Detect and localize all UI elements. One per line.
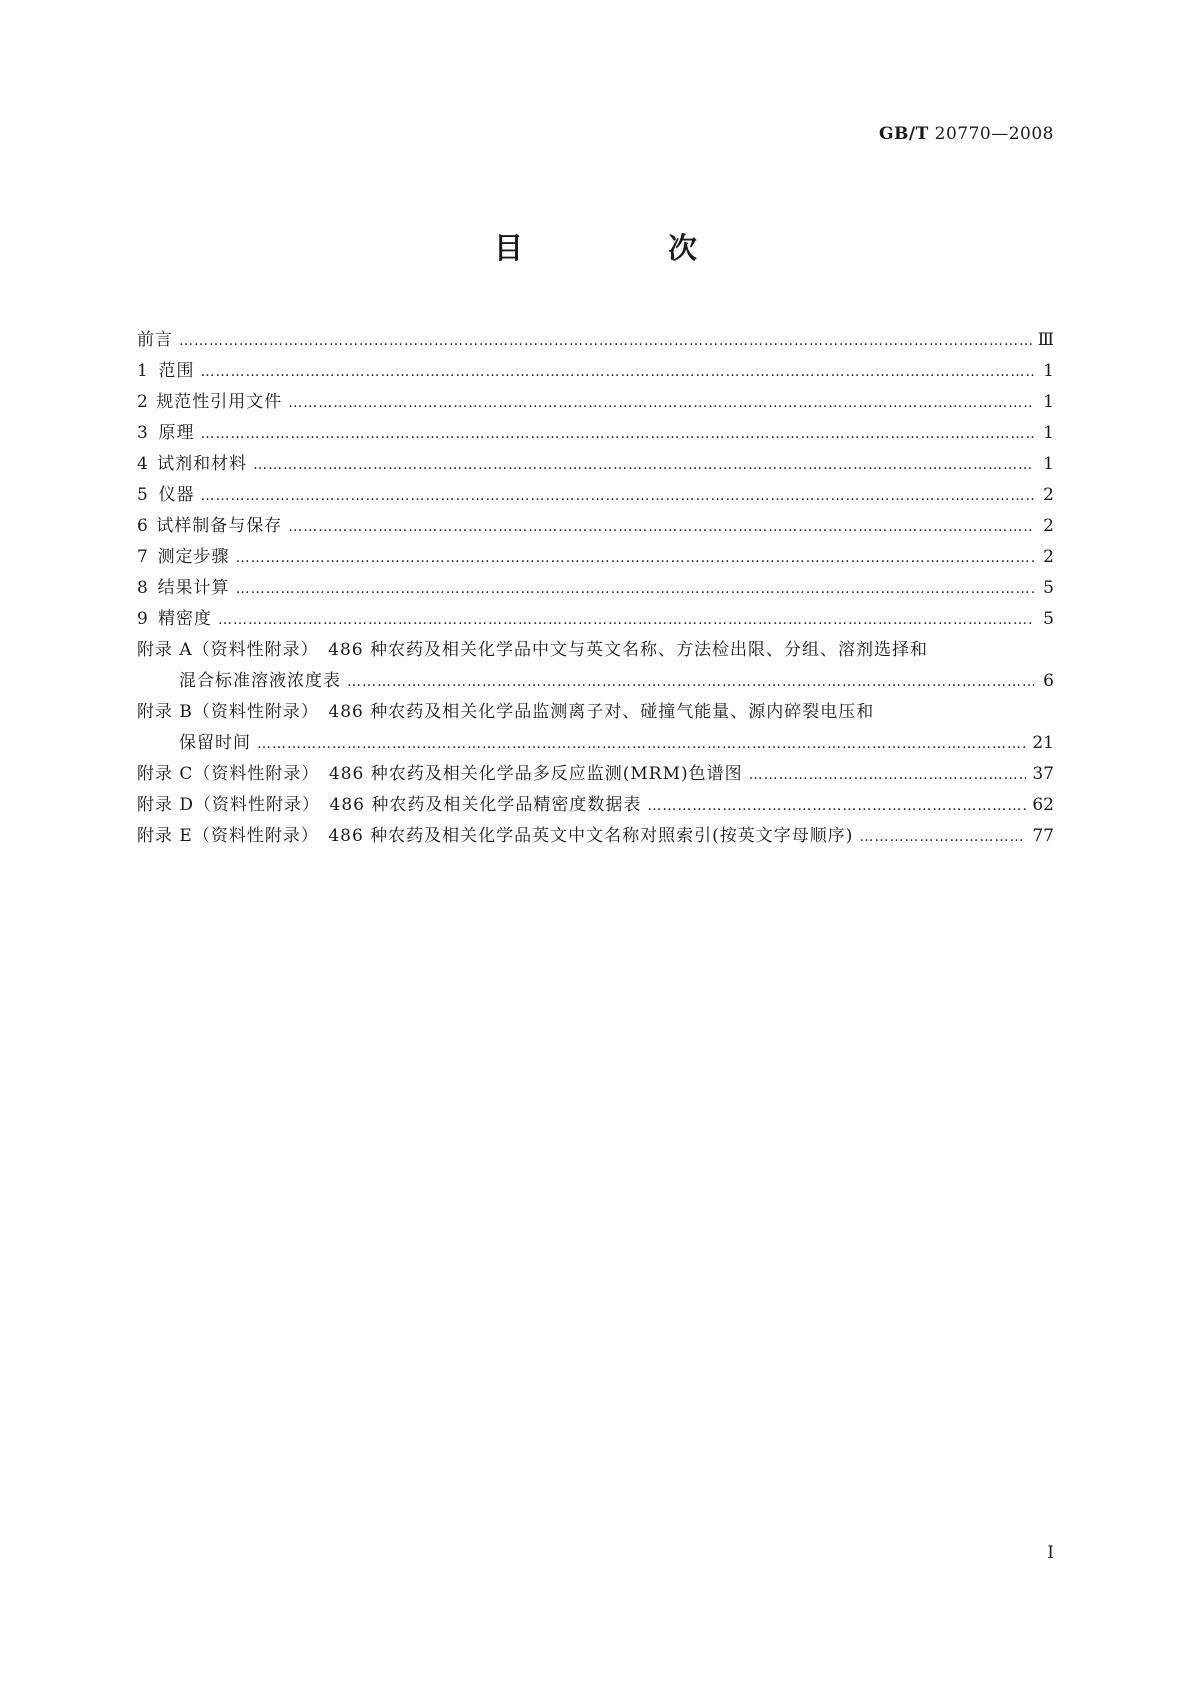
toc-entry-appendix-d[interactable] [137,790,1054,821]
leader-dots [347,674,1034,690]
toc-entry-appendix-b[interactable] [137,697,1054,759]
toc-page: 37 [1032,764,1054,784]
toc-page: 21 [1032,733,1054,753]
toc-entry-section[interactable] [137,387,1054,418]
leader-dots [200,364,1034,380]
toc-page: 2 [1043,516,1054,536]
toc-label: 前言 [137,330,173,350]
section-number: 1 [137,361,148,381]
toc-label: 范围 [158,361,195,381]
toc-label: 测定步骤 [157,547,230,567]
toc-label-line1: 附录 B（资料性附录） 486 种农药及相关化学品监测离子对、碰撞气能量、源内碎裂电压和 [137,702,875,722]
leader-dots [236,550,1034,566]
standard-number: 20770—2008 [934,124,1054,144]
leader-dots [218,612,1034,628]
toc-entry-section[interactable] [137,449,1054,480]
toc-page: 2 [1043,547,1054,567]
toc-label: 规范性引用文件 [156,392,283,412]
leader-dots [859,829,1026,845]
toc-entry-section[interactable] [137,542,1054,573]
toc-label: 精密度 [158,609,213,629]
toc-label: 仪器 [158,485,195,505]
toc-page: 1 [1043,361,1054,381]
toc-label: 原理 [158,423,195,443]
leader-dots [647,798,1026,814]
toc-entry-section[interactable] [137,356,1054,387]
toc-page: 77 [1032,826,1054,846]
section-number: 9 [137,609,148,629]
leader-dots [253,457,1034,473]
leader-dots [257,736,1026,752]
toc-label: 附录 D（资料性附录） 486 种农药及相关化学品精密度数据表 [137,795,642,815]
leader-dots [200,488,1034,504]
toc-label-line1: 附录 A（资料性附录） 486 种农药及相关化学品中文与英文名称、方法检出限、分组、溶剂选择和 [137,640,929,660]
section-number: 6 [137,516,148,536]
section-number: 5 [137,485,148,505]
toc-entry-appendix-e[interactable] [137,821,1054,852]
section-number: 4 [137,454,148,474]
standard-code [879,124,1054,144]
toc-entry-appendix-c[interactable] [137,759,1054,790]
page-number: I [1047,1543,1054,1563]
toc-entry-foreword[interactable] [137,325,1054,356]
toc-entry-section[interactable] [137,604,1054,635]
leader-dots [200,426,1034,442]
section-number: 2 [137,392,148,412]
toc-label: 附录 E（资料性附录） 486 种农药及相关化学品英文中文名称对照索引(按英文字母顺序) [137,826,854,846]
toc-entry-section[interactable] [137,480,1054,511]
toc-page: 6 [1043,671,1054,691]
toc-entry-section[interactable] [137,573,1054,604]
section-number: 3 [137,423,148,443]
toc-label: 试样制备与保存 [156,516,283,536]
leader-dots [749,767,1027,783]
toc-entry-section[interactable] [137,418,1054,449]
table-of-contents [137,325,1054,852]
toc-label: 附录 C（资料性附录） 486 种农药及相关化学品多反应监测(MRM)色谱图 [137,764,743,784]
toc-page: 5 [1043,609,1054,629]
page-title: 目 次 [493,231,755,265]
toc-entry-section[interactable] [137,511,1054,542]
toc-page: 1 [1043,423,1054,443]
toc-label: 试剂和材料 [157,454,248,474]
section-number: 7 [137,547,148,567]
toc-page: Ⅲ [1037,330,1054,350]
leader-dots [236,581,1034,597]
toc-label-line2: 混合标准溶液浓度表 [179,671,341,691]
toc-page: 62 [1032,795,1054,815]
toc-page: 5 [1043,578,1054,598]
toc-label: 结果计算 [157,578,230,598]
section-number: 8 [137,578,148,598]
toc-label-line2: 保留时间 [179,733,251,753]
toc-page: 1 [1043,454,1054,474]
toc-page: 2 [1043,485,1054,505]
standard-prefix: GB/T [879,124,929,144]
toc-entry-appendix-a[interactable] [137,635,1054,697]
leader-dots [288,395,1034,411]
leader-dots [179,333,1032,349]
toc-page: 1 [1043,392,1054,412]
leader-dots [288,519,1034,535]
